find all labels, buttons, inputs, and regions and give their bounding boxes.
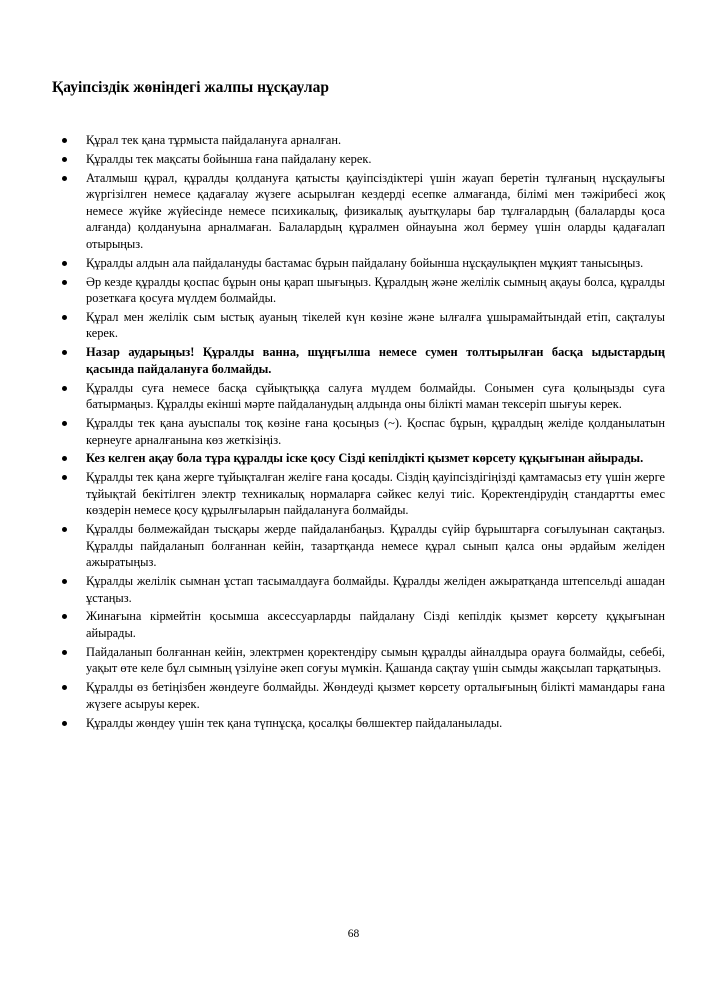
bullet-icon — [62, 421, 67, 426]
list-item-text: Пайдаланып болғаннан кейін, электрмен қоректендіру сымын құралды айналдыра орауға болмайды, себебі, уақыт өте келе бұл сымның үзілуіне әкеп соғуы мүмкін. Қашанда сақтау үшін сымды жақсылап тарқатыңыз. — [86, 644, 665, 676]
bullet-icon — [62, 579, 67, 584]
bullet-icon — [62, 280, 67, 285]
list-item-text: Әр кезде құралды қоспас бұрын оны қарап шығыңыз. Құралдың және желілік сымның ақауы болса, құралды розеткаға қосуға мүлдем болмайды. — [86, 274, 665, 306]
bullet-icon — [62, 157, 67, 162]
list-item-text: Құралды өз бетіңізбен жөндеуге болмайды. Жөндеуді қызмет көрсету орталығының білікті мамандары ғана жүзеге асыруы керек. — [86, 680, 665, 711]
bullet-icon — [62, 614, 67, 619]
bullet-icon — [62, 350, 67, 355]
list-item — [62, 170, 665, 253]
bullet-icon — [62, 475, 67, 480]
list-item-text: Құрал тек қана тұрмыста пайдалануға арналған. — [86, 133, 342, 147]
list-item-text: Назар аударыңыз! Құралды ванна, шұңғылша немесе сумен толтырылған басқа ыдыстардың қасында пайдалануға болмайды. — [86, 345, 665, 376]
safety-rules-list — [62, 132, 665, 733]
list-item — [62, 151, 665, 168]
list-item-text: Құрал мен желілік сым ыстық ауаның тікелей күн көзіне және ылғалға ұшырамайтындай етіп, сақталуы керек. — [86, 309, 665, 341]
bullet-icon — [62, 650, 67, 655]
list-item — [62, 469, 665, 519]
list-item — [62, 573, 665, 606]
list-item — [62, 679, 665, 712]
list-item — [62, 521, 665, 571]
list-item — [62, 309, 665, 342]
list-item — [62, 274, 665, 307]
bullet-icon — [62, 685, 67, 690]
list-item-text: Құралды тек қана жерге тұйықталған желіге ғана қосады. Сіздің қауіпсіздігіңізді қамтамасыз ету үшін жерге тұйықтай бекітілген электр техникалық нормаларға сәйкес келуі тиіс. Қоректендірудің стандартты емес көздерін немесе қосу құрылғыларын пайдалануға болмайды. — [86, 470, 665, 518]
list-item — [62, 380, 665, 413]
list-item-text: Құралды желілік сымнан ұстап тасымалдауға болмайды. Құралды желіден ажыратқанда штепсельді ашадан ұстаңыз. — [86, 574, 665, 605]
list-item-text: Жинағына кірмейтін қосымша аксессуарларды пайдалану Сізді кепілдік қызмет көрсету құқығынан айырады. — [86, 609, 665, 641]
page-number: 68 — [347, 928, 360, 940]
bullet-icon — [62, 386, 67, 391]
list-item — [62, 344, 665, 377]
list-item-text: Құралды суға немесе басқа сұйықтыққа салуға мүлдем болмайды. Сонымен суға қолыңызды суға батырмаңыз. Құралды екінші мәрте пайдаланудың алдында оны білікті маман тексеріп шығуы керек. — [86, 380, 665, 412]
bullet-icon — [62, 527, 67, 532]
bullet-icon — [62, 456, 67, 461]
bullet-icon — [62, 176, 67, 181]
list-item — [62, 255, 665, 272]
bullet-icon — [62, 138, 67, 143]
list-item-text: Құралды жөндеу үшін тек қана түпнұсқа, қосалқы бөлшектер пайдаланылады. — [86, 715, 503, 730]
list-item-text: Құралды алдын ала пайдалануды бастамас бұрын пайдалану бойынша нұсқаулықпен мұқият танысыңыз. — [86, 255, 644, 270]
list-item — [62, 132, 665, 149]
list-item — [62, 450, 665, 467]
list-item-text: Құралды тек мақсаты бойынша ғана пайдалану керек. — [86, 151, 372, 166]
bullet-icon — [62, 315, 67, 320]
list-item-text: Аталмыш құрал, құралды қолдануға қатысты қауіпсіздіктері үшін жауап беретін тұлғаның нұсқаулығы жүргізілген немесе қадағалау жүзеге асырылған кездерді есепке алмағанда, білімі мен тәжірибесі жоқ немесе жүйке жүйесінде немесе психикалық, физикалық ауытқулары бар тұлғалардың (балаларды қоса алғанда) қолдануына арналмаған. Балалардың құралмен ойнауына жол бермеу үшін оларды қадағалап отырыңыз. — [86, 170, 665, 251]
list-item — [62, 715, 665, 732]
list-item-text: Кез келген ақау бола тұра құралды іске қосу Сізді кепілдікті қызмет көрсету құқығынан айырады. — [86, 451, 644, 466]
list-item — [62, 644, 665, 677]
list-item-text: Құралды тек қана ауыспалы тоқ көзіне ғана қосыңыз (~). Қоспас бұрын, құралдың желіде қолданылатын кернеуге арналғанына көз жеткізіңіз. — [86, 416, 665, 447]
bullet-icon — [62, 721, 67, 726]
page-title: Қауіпсіздік жөніндегі жалпы нұсқаулар — [52, 79, 329, 96]
list-item — [62, 608, 665, 641]
list-item-text: Құралды бөлмежайдан тысқары жерде пайдаланбаңыз. Құралды сүйір бұрыштарға соғылуынан сақтаңыз. Құралды пайдаланып болғаннан кейін, тазартқанда немесе құрал сынып қалса оны әрдайым желіден ажыратыңыз. — [86, 522, 665, 570]
bullet-icon — [62, 261, 67, 266]
list-item — [62, 415, 665, 448]
